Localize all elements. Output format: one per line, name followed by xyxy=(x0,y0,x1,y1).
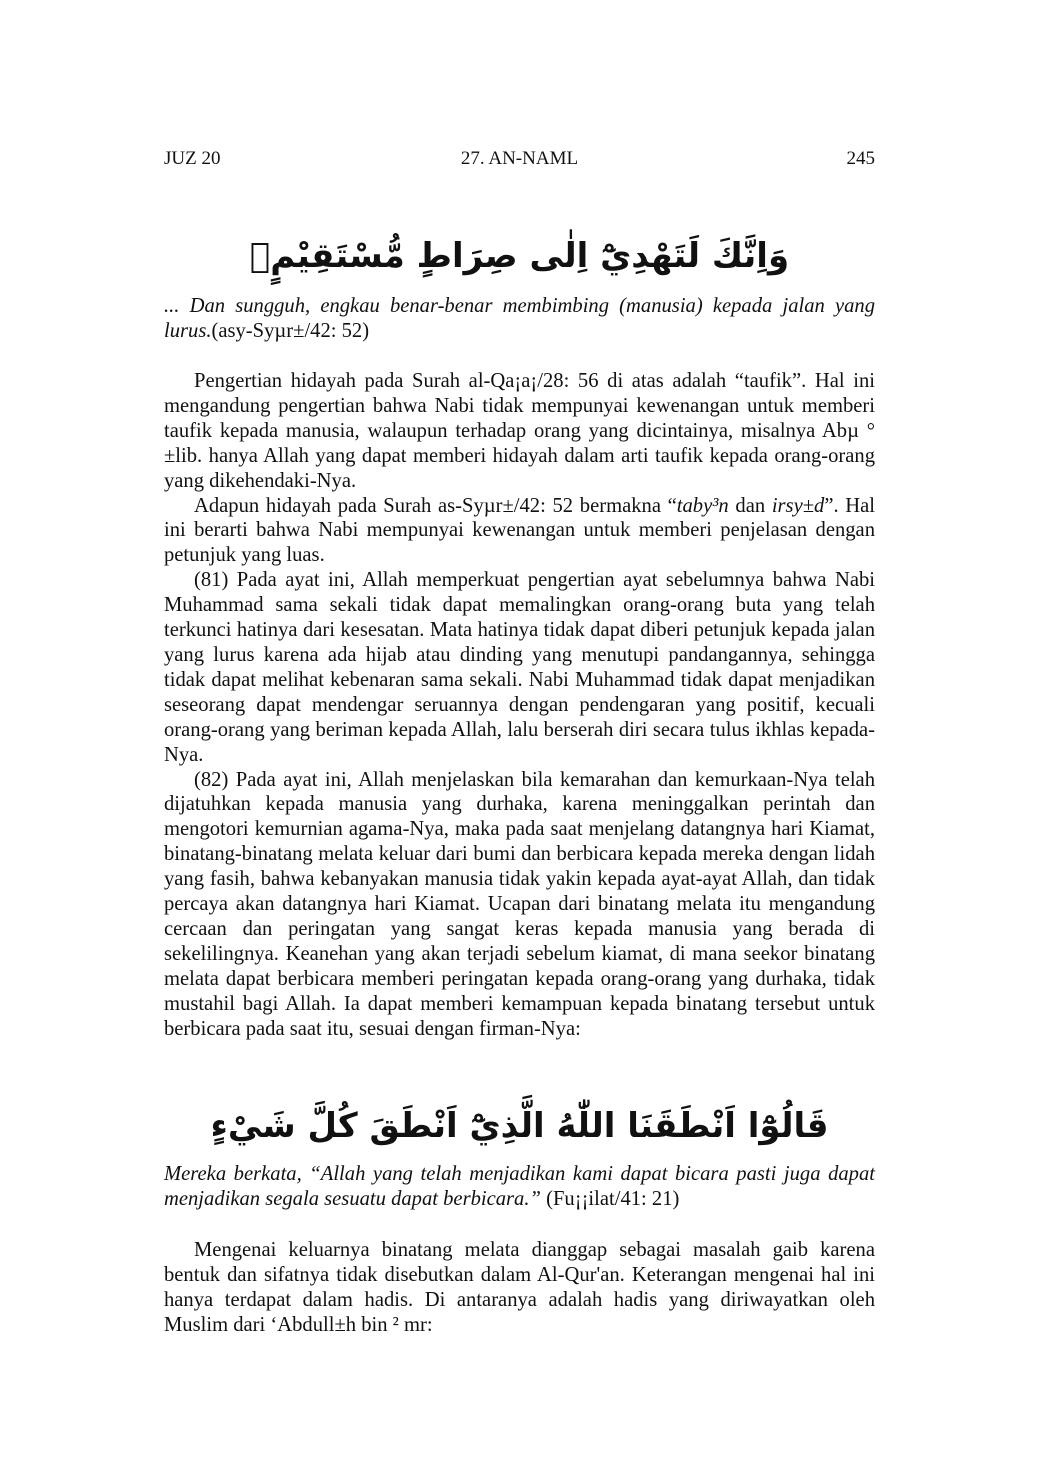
page-header xyxy=(164,148,875,174)
closing-block xyxy=(164,1238,875,1338)
verse-1-translation-block xyxy=(164,294,875,344)
term-tabyin: taby³n xyxy=(676,494,729,517)
page-number: 245 xyxy=(846,148,875,169)
arabic-verse-1: وَاِنَّكَ لَتَهْدِيْٓ اِلٰى صِرَاطٍ مُّسْتَقِيْمٍۙ xyxy=(249,236,790,276)
paragraph-text: Adapun hidayah pada Surah as-Syµr±/42: 52 bermakna “ xyxy=(194,494,677,517)
paragraph-hidayah-tabyin xyxy=(164,494,875,569)
paragraph-ayat-81: (81) Pada ayat ini, Allah memperkuat pengertian ayat sebelumnya bahwa Nabi Muhammad sama sekali tidak dapat memalingkan orang-orang buta yang telah terkunci hatinya dari kesesatan. Mata hatinya tidak dapat diberi petunjuk kepada jalan yang lurus karena ada hijab atau dinding yang menutupi pandangannya, sehingga tidak dapat melihat kebenaran sama sekali. Nabi Muhammad tidak dapat menjadikan seseorang dapat mendengar seruannya dengan pendengaran yang positif, kecuali orang-orang yang beriman kepada Allah, lalu berserah diri secara tulus ikhlas kepada-Nya. xyxy=(164,569,875,766)
verse-2-translation-block xyxy=(164,1162,875,1212)
paragraph-text: dan xyxy=(728,494,772,517)
paragraph-ayat-82: (82) Pada ayat ini, Allah menjelaskan bila kemarahan dan kemurkaan-Nya telah dijatuhkan kepada manusia yang durhaka, karena meninggalkan perintah dan mengotori kemurnian agama-Nya, maka pada saat menjelang datangnya hari Kiamat, binatang-binatang melata keluar dari bumi dan berbicara kepada mereka dengan lidah yang fasih, bahwa kebanyakan manusia tidak yakin kepada ayat-ayat Allah, dan tidak percaya akan datangnya hari Kiamat. Ucapan dari binatang melata itu mengandung cercaan dan peringatan yang sangat keras kepada manusia yang berada di sekelilingnya. Keanehan yang akan terjadi sebelum kiamat, di mana seekor binatang melata dapat berbicara memberi peringatan kepada orang-orang yang durhaka, tidak mustahil bagi Allah. Ia dapat memberi kemampuan kepada binatang tersebut untuk berbicara pada saat itu, sesuai dengan firman-Nya: xyxy=(164,768,875,1040)
verse-2-translation: Mereka berkata, “Allah yang telah menjadikan kami dapat bicara pasti juga dapat menjadikan segala sesuatu dapat berbicara.” xyxy=(164,1163,875,1210)
paragraph-hidayah-taufik: Pengertian hidayah pada Surah al-Qa¡a¡/28: 56 di atas adalah “taufik”. Hal ini mengandung pengertian bahwa Nabi tidak mempunyai kewenangan untuk memberi taufik kepada manusia, walaupun terhadap orang yang dicintainya, misalnya Abµ °±lib. hanya Allah yang dapat memberi hidayah dalam arti taufik kepada orang-orang yang dikehendaki-Nya. xyxy=(164,370,875,492)
verse-1-translation: ... Dan sungguh, engkau benar-benar membimbing (manusia) kepada jalan yang lurus. xyxy=(164,295,875,342)
juz-label: JUZ 20 xyxy=(164,148,221,169)
verse-2-reference: (Fu¡¡ilat/41: 21) xyxy=(540,1187,680,1210)
term-irsyad: irsy±d xyxy=(771,494,825,517)
paragraph-text: ”. Hal ini berarti bahwa Nabi mempunyai kewenangan untuk memberi penjelasan dengan petunjuk yang luas. xyxy=(164,494,876,567)
verse-1-reference: (asy-Syµr±/42: 52) xyxy=(211,319,370,342)
paragraph-hadis: Mengenai keluarnya binatang melata dianggap sebagai masalah gaib karena bentuk dan sifatnya tidak disebutkan dalam Al-Qur'an. Keterangan mengenai hal ini hanya terdapat dalam hadis. Di antaranya adalah hadis yang diriwayatkan oleh Muslim dari ‘Abdull±h bin ² mr: xyxy=(164,1239,875,1336)
surah-title: 27. AN-NAML xyxy=(460,148,579,169)
arabic-verse-2: قَالُوْٓا اَنْطَقَنَا اللّٰهُ الَّذِيْٓ اَنْطَقَ كُلَّ شَيْءٍ xyxy=(210,1106,829,1146)
commentary-block xyxy=(164,369,875,1041)
